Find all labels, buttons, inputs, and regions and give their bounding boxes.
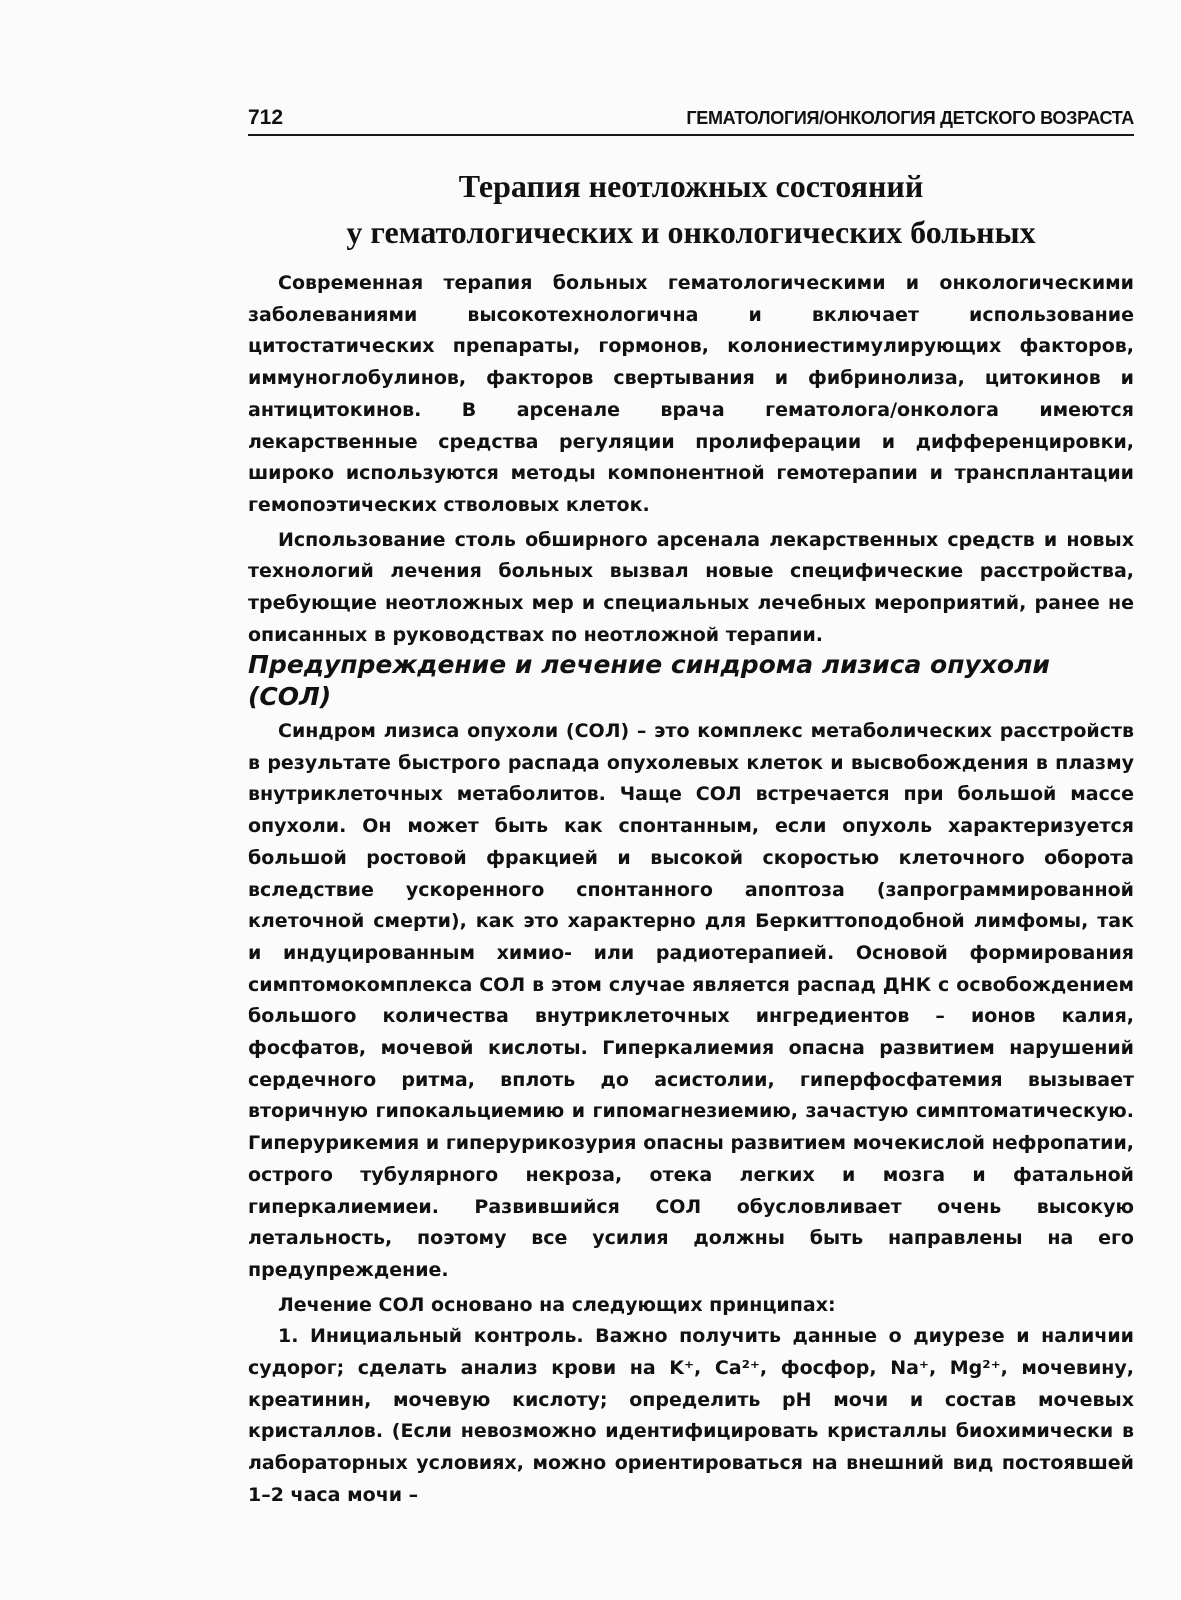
tls-paragraph-3: 1. Инициальный контроль. Важно получить данные о диурезе и наличии судорог; сделать анализ крови на K⁺, Ca²⁺, фосфор, Na⁺, Mg²⁺, мочевину, креатинин, мочевую кислоту; определить pH мочи и состав мочевых кристаллов. (Если невозможно идентифицировать кристаллы биохимически в лабораторных условиях, можно ориентироваться на внешний вид постоявшей 1–2 часа мочи – — [248, 1325, 1134, 1506]
intro-text — [248, 268, 1134, 654]
chapter-title-line-1: Терапия неотложных состояний — [458, 168, 924, 204]
intro-paragraph-1: Современная терапия больных гематологическими и онкологическими заболеваниями высокотехнологична и включает использование цитостатических препараты, гормонов, колониестимулирующих факторов, иммуноглобулинов, факторов свертывания и фибринолиза, цитокинов и антицитокинов. В арсенале врача гематолога/онколога имеются лекарственные средства регуляции пролиферации и дифференцировки, широко используются методы компонентной гемотерапии и трансплантации гемопоэтических стволовых клеток. — [248, 272, 1134, 516]
tls-paragraph-2: Лечение СОЛ основано на следующих принципах: — [278, 1293, 836, 1316]
running-header — [248, 104, 1134, 136]
chapter-title — [248, 163, 1134, 255]
tls-paragraph-1: Синдром лизиса опухоли (СОЛ) – это комплекс метаболических расстройств в результате быстрого распада опухолевых клеток и высвобождения в плазму внутриклеточных метаболитов. Чаще СОЛ встречается при большой массе опухоли. Он может быть как спонтанным, если опухоль характеризуется большой ростовой фракцией и высокой скоростью клеточного оборота вследствие ускоренного спонтанного апоптоза (запрограммированной клеточной смерти), как это характерно для Беркиттоподобной лимфомы, так и индуцированным химио- или радиотерапией. Основой формирования симптомокомплекса СОЛ в этом случае является распад ДНК с освобождением большого количества внутриклеточных ингредиентов – ионов калия, фосфатов, мочевой кислоты. Гиперкалиемия опасна развитием нарушений сердечного ритма, вплоть до асистолии, гиперфосфатемия вызывает вторичную гипокальциемию и гипомагнезиемию, зачастую симптоматическую. Гиперурикемия и гиперурикозурия опасны развитием мочекислой нефропатии, острого тубулярного некроза, отека легких и мозга и фатальной гиперкалиемиеи. Развившийся СОЛ обусловливает очень высокую летальность, поэтому все усилия должны быть направлены на его предупреждение. — [248, 720, 1134, 1281]
section-subheading: Предупреждение и лечение синдрома лизиса опухоли (СОЛ) — [248, 650, 1050, 711]
intro-paragraph-2: Использование столь обширного арсенала лекарственных средств и новых технологий лечения больных вызвал новые специфические расстройства, требующие неотложных мер и специальных лечебных мероприятий, ранее не описанных в руководствах по неотложной терапии. — [248, 528, 1134, 646]
running-section-title: ГЕМАТОЛОГИЯ/ОНКОЛОГИЯ ДЕТСКОГО ВОЗРАСТА — [686, 108, 1134, 128]
chapter-title-line-2: у гематологических и онкологических больных — [346, 214, 1036, 250]
page-number: 712 — [248, 106, 284, 129]
tls-text — [248, 716, 1134, 1515]
